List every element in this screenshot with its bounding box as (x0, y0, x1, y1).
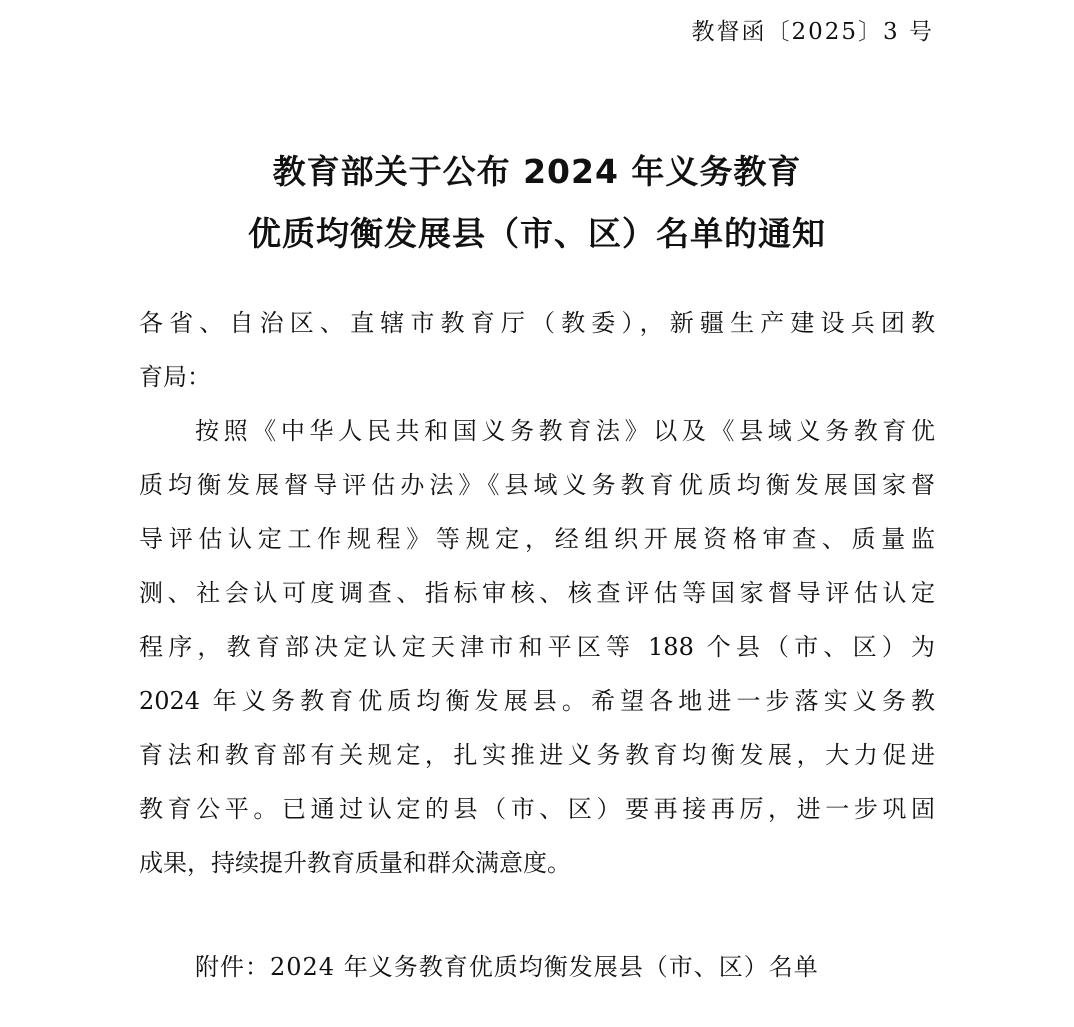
salutation-line: 育局： (139, 363, 211, 391)
paragraph-line: 教育公平。已通过认定的县（市、区）要再接再厉，进一步巩固 (139, 795, 935, 823)
salutation-line: 各省、自治区、直辖市教育厅（教委），新疆生产建设兵团教 (139, 309, 935, 337)
paragraph-line: 2024 年义务教育优质均衡发展县。希望各地进一步落实义务教 (139, 687, 935, 715)
paragraph-line: 程序，教育部决定认定天津市和平区等 188 个县（市、区）为 (139, 633, 935, 661)
paragraph-line: 质均衡发展督导评估办法》《县域义务教育优质均衡发展国家督 (139, 471, 935, 499)
paragraph-line: 育法和教育部有关规定，扎实推进义务教育均衡发展，大力促进 (139, 741, 935, 769)
paragraph-line: 按照《中华人民共和国义务教育法》以及《县域义务教育优 (195, 417, 935, 445)
attachment-note: 附件：2024 年义务教育优质均衡发展县（市、区）名单 (195, 953, 819, 981)
paragraph-line: 测、社会认可度调查、指标审核、核查评估等国家督导评估认定 (139, 579, 935, 607)
paragraph-line: 成果，持续提升教育质量和群众满意度。 (139, 849, 571, 877)
title-line: 优质均衡发展县（市、区）名单的通知 (248, 214, 826, 253)
paragraph-line: 导评估认定工作规程》等规定，经组织开展资格审查、质量监 (139, 525, 935, 553)
document-number: 教督函〔2025〕3 号 (691, 19, 934, 45)
document-title (0, 146, 1074, 260)
document-body (139, 296, 935, 890)
title-line: 教育部关于公布 2024 年义务教育 (272, 152, 802, 191)
